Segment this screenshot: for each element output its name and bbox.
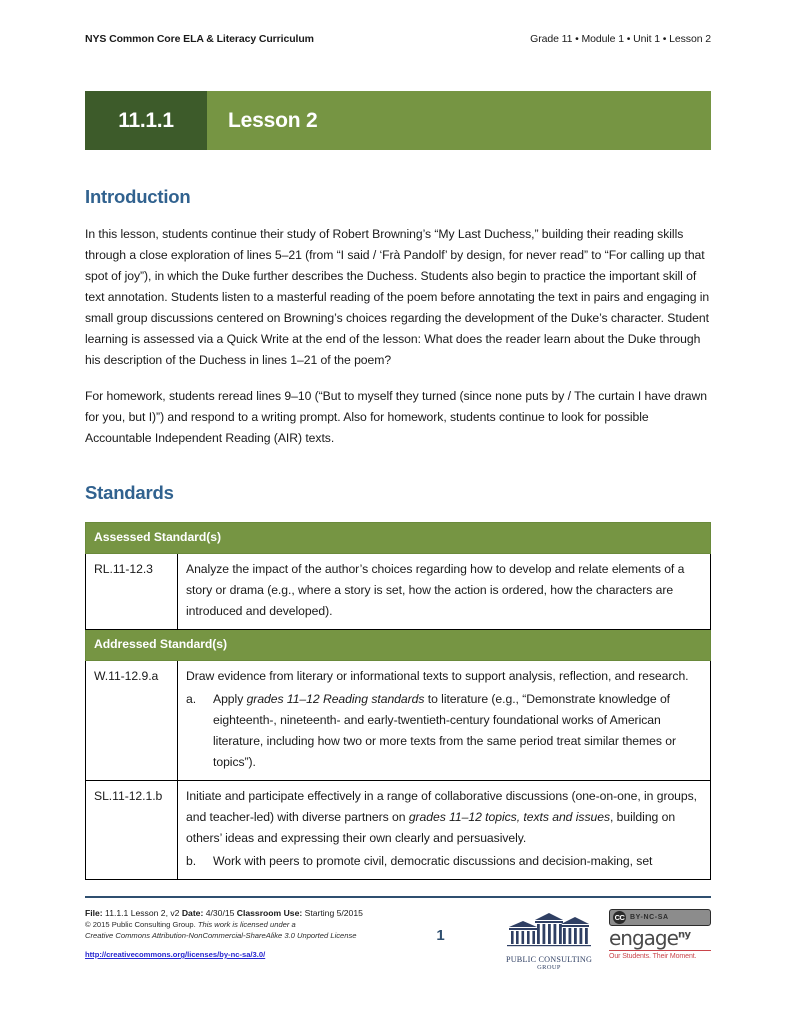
footer-license-link[interactable]: http://creativecommons.org/licenses/by-nc-sa/3.0/ [85, 950, 266, 960]
sub-text-pre: Apply [213, 691, 247, 706]
sub-marker: b. [186, 853, 197, 868]
sub-text: Work with peers to promote civil, democratic discussions and decision-making, set [213, 853, 653, 868]
engageny-logo [609, 909, 711, 960]
standard-description: Analyze the impact of the author’s choices regarding how to develop and relate elements of a story or drama (e.g., where a story is set, how the action is ordered, how the characters are introduced and developed). [178, 553, 711, 629]
table-row [86, 780, 711, 879]
engageny-superscript: ny [677, 928, 691, 940]
cc-license-terms: BY-NC-SA [630, 913, 669, 921]
sub-marker: a. [186, 691, 197, 706]
engageny-word: engage [609, 925, 678, 950]
footer-credits [85, 907, 385, 965]
cc-icon: CC [614, 912, 625, 922]
header-curriculum-title: NYS Common Core ELA & Literacy Curriculum [85, 33, 314, 45]
standard-text-post: , building on others’ ideas and expressing their own clearly and persuasively. [186, 809, 676, 845]
footer-file-value: 11.1.1 Lesson 2, v2 [102, 907, 182, 918]
pcg-logo-subtitle: GROUP [537, 964, 561, 971]
standard-main-text [186, 786, 702, 849]
assessed-standards-header-row [86, 522, 711, 553]
sub-text [213, 689, 702, 773]
standard-description [178, 780, 711, 879]
footer-date-label: Date: [181, 907, 204, 918]
assessed-standards-header: Assessed Standard(s) [86, 522, 711, 553]
engageny-wordmark [609, 925, 711, 950]
footer-file-line [85, 907, 385, 919]
engageny-tagline: Our Students. Their Moment. [609, 952, 697, 960]
public-consulting-group-logo [503, 909, 595, 971]
standard-description [178, 660, 711, 780]
addressed-standards-header: Addressed Standard(s) [86, 629, 711, 660]
standard-sub-list [186, 689, 702, 773]
table-row [86, 553, 711, 629]
standards-table [85, 522, 711, 880]
table-row [86, 660, 711, 780]
footer-copyright: © 2015 Public Consulting Group. [85, 920, 198, 930]
header-lesson-path: Grade 11 • Module 1 • Unit 1 • Lesson 2 [530, 33, 711, 45]
standard-code: SL.11-12.1.b [86, 780, 178, 879]
sub-text-post: to literature (e.g., “Demonstrate knowledge of eighteenth-, nineteenth- and early-twentieth-century foundational works of American literature, including how two or more texts from the same period treat similar themes or topics”). [213, 691, 676, 769]
lesson-code: 11.1.1 [85, 91, 207, 150]
introduction-heading: Introduction [85, 186, 191, 207]
standard-code: RL.11-12.3 [86, 553, 178, 629]
standard-text-pre: Initiate and participate effectively in a range of collaborative discussions (one-on-one, in groups, and teacher-led) with diverse partners on [186, 788, 698, 824]
list-item [186, 689, 702, 773]
pcg-logo-title: PUBLIC CONSULTING [505, 954, 593, 964]
standard-main-text: Draw evidence from literary or informational texts to support analysis, reflection, and research. [186, 668, 689, 683]
engageny-divider [609, 950, 711, 951]
footer-copyright-line [85, 919, 385, 930]
standard-sub-list [186, 851, 702, 872]
lesson-name: Lesson 2 [207, 91, 711, 150]
page-number: 1 [436, 926, 445, 944]
standard-text-emphasis: grades 11–12 topics, texts and issues [408, 809, 610, 824]
pcg-buildings-icon [503, 909, 595, 949]
addressed-standards-header-row [86, 629, 711, 660]
document-footer [85, 896, 711, 971]
footer-logos [496, 907, 711, 971]
footer-classroom-label: Classroom Use: [236, 907, 303, 918]
footer-license-line: Creative Commons Attribution-NonCommercial-ShareAlike 3.0 Unported License [85, 931, 357, 941]
sub-text-emphasis: grades 11–12 Reading standards [246, 691, 425, 706]
creative-commons-badge [609, 909, 711, 926]
footer-license-italic: This work is licensed under a [197, 920, 296, 930]
introduction-paragraph-1: In this lesson, students continue their study of Robert Browning’s “My Last Duchess,” building their reading skills through a close exploration of lines 5–21 (from “I said / ‘Frà Pandolf’ by design, for never read” to “For calling up that spot of joy”), in which the Duke further describes the Duchess. Students also begin to practice the important skill of text annotation. Students listen to a masterful reading of the poem before annotating the text in pairs and engaging in small group discussions centered on Browning’s choices regarding the development of the Duke’s character. Student learning is assessed via a Quick Write at the end of the lesson: What does the reader learn about the Duke through his description of the Duchess in lines 1–21 of the poem? [85, 227, 710, 367]
footer-date-value: 4/30/15 [203, 907, 237, 918]
introduction-paragraph-2: For homework, students reread lines 9–10 (“But to myself they turned (since none puts by / The curtain I have drawn for you, but I)”) and respond to a writing prompt. Also for homework, students continue to look for possible Accountable Independent Reading (AIR) texts. [85, 388, 708, 445]
list-item [186, 851, 702, 872]
footer-file-label: File: [85, 907, 103, 918]
lesson-title-banner [85, 91, 711, 150]
standard-code: W.11-12.9.a [86, 660, 178, 780]
footer-classroom-value: Starting 5/2015 [302, 907, 363, 918]
standards-heading: Standards [85, 481, 174, 503]
running-header [85, 0, 711, 45]
